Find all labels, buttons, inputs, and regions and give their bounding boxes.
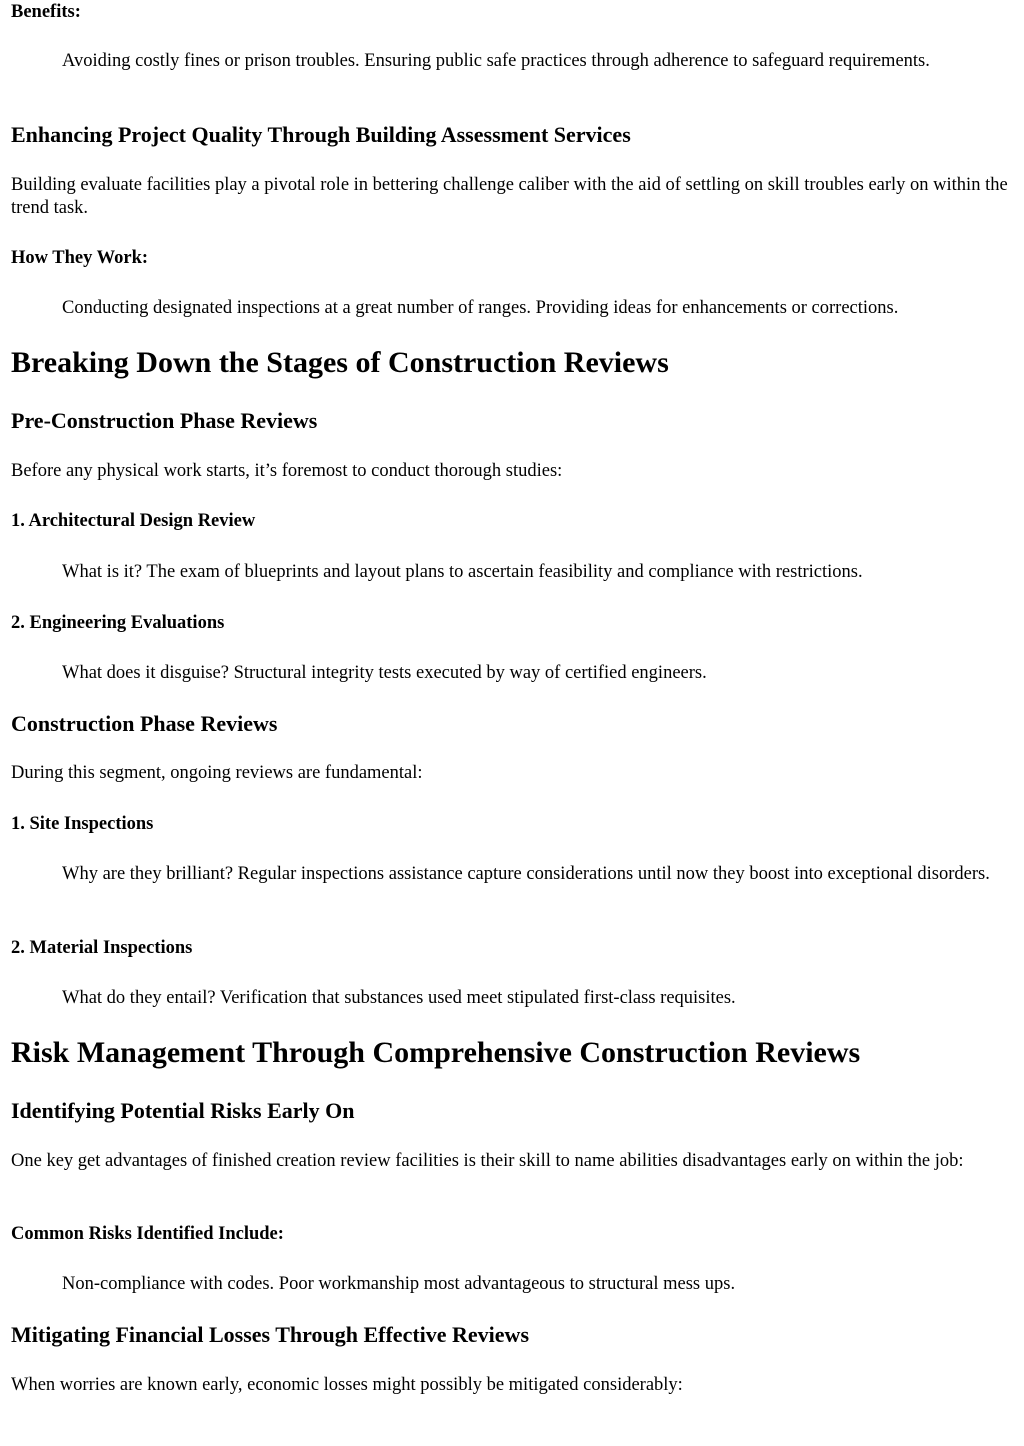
architectural-design-list-item: What is it? The exam of blueprints and layout plans to ascertain feasibility and compliance with restrictions. [62, 562, 863, 582]
architectural-design-heading: 1. Architectural Design Review [11, 511, 256, 531]
paragraph-mitigating-losses: When worries are known early, economic losses might possibly be mitigated considerably: [11, 1375, 683, 1395]
common-risks-list-item: Non-compliance with codes. Poor workmanship most advantageous to structural mess ups. [62, 1274, 736, 1294]
paragraph-construction-phase: During this segment, ongoing reviews are fundamental: [11, 763, 423, 783]
paragraph-identifying-risks: One key get advantages of finished creation review facilities is their skill to name abilities disadvantages early on within the job: [11, 1151, 964, 1171]
engineering-evaluations-heading: 2. Engineering Evaluations [11, 613, 225, 633]
site-inspections-list-item: Why are they brilliant? Regular inspections assistance capture considerations until now they boost into exceptional disorders. [62, 864, 990, 884]
how-they-work-list-item: Conducting designated inspections at a great number of ranges. Providing ideas for enhancements or corrections. [62, 298, 899, 318]
section-heading-stages: Breaking Down the Stages of Construction Reviews [11, 346, 669, 379]
paragraph-building-evaluate: Building evaluate facilities play a pivotal role in bettering challenge caliber with the aid of settling on skill troubles early on within the trend task. [11, 175, 1008, 218]
material-inspections-list-item: What do they entail? Verification that substances used meet stipulated first-class requisites. [62, 988, 736, 1008]
section-heading-risk-management: Risk Management Through Comprehensive Construction Reviews [11, 1036, 861, 1069]
subheading-construction-phase: Construction Phase Reviews [11, 711, 278, 736]
subheading-identifying-risks: Identifying Potential Risks Early On [11, 1098, 355, 1123]
benefits-heading: Benefits: [11, 2, 81, 22]
engineering-evaluations-list-item: What does it disguise? Structural integrity tests executed by way of certified engineers. [62, 663, 707, 683]
material-inspections-heading: 2. Material Inspections [11, 938, 193, 958]
common-risks-heading: Common Risks Identified Include: [11, 1224, 284, 1244]
subheading-mitigating-losses: Mitigating Financial Losses Through Effective Reviews [11, 1322, 530, 1347]
paragraph-pre-construction: Before any physical work starts, it’s foremost to conduct thorough studies: [11, 461, 563, 481]
section-heading-project-quality: Enhancing Project Quality Through Building Assessment Services [11, 122, 631, 147]
site-inspections-heading: 1. Site Inspections [11, 814, 154, 834]
subheading-pre-construction: Pre-Construction Phase Reviews [11, 408, 318, 433]
benefits-list-item: Avoiding costly fines or prison troubles. Ensuring public safe practices through adherence to safeguard requirements. [62, 51, 930, 71]
how-they-work-heading: How They Work: [11, 248, 149, 268]
